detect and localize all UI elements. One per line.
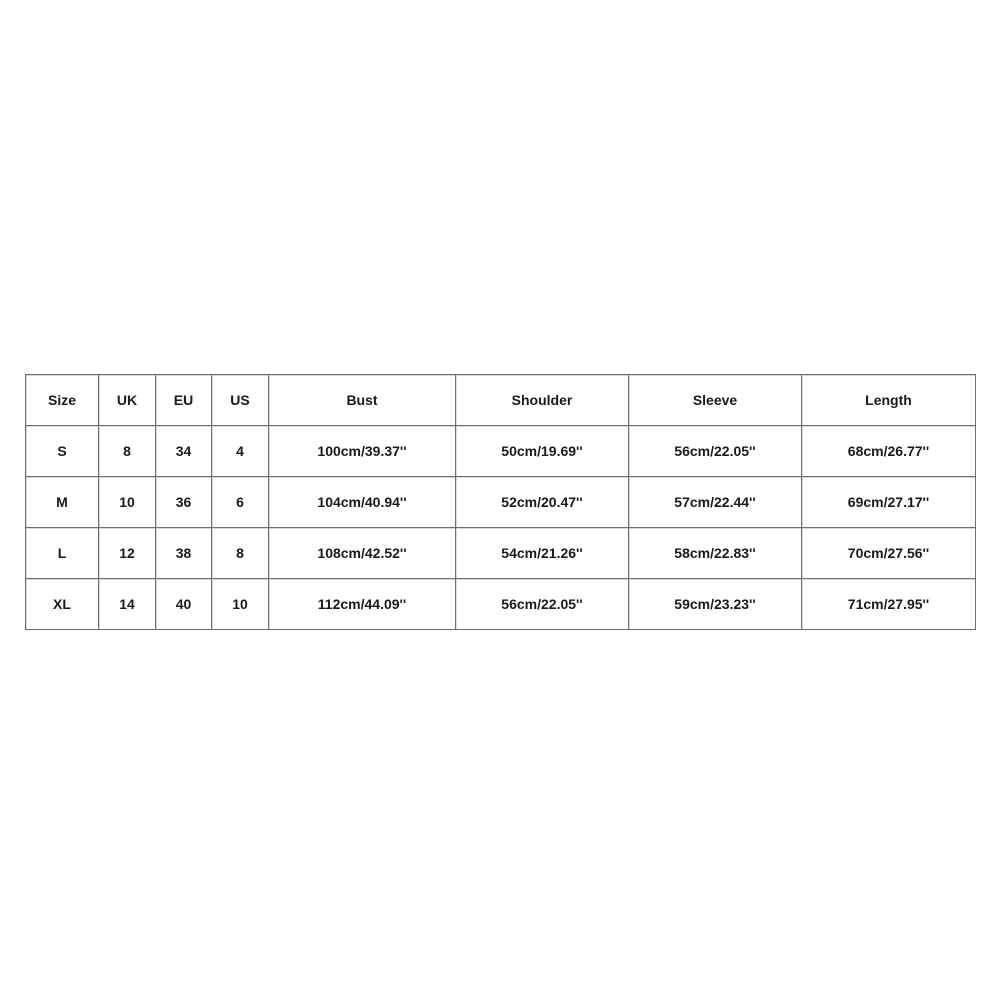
header-uk: UK <box>99 375 156 426</box>
cell-shoulder: 56cm/22.05'' <box>456 579 629 630</box>
cell-uk: 10 <box>99 477 156 528</box>
header-row <box>26 375 976 426</box>
cell-length: 69cm/27.17'' <box>802 477 976 528</box>
header-size: Size <box>26 375 99 426</box>
cell-bust: 100cm/39.37'' <box>269 426 456 477</box>
cell-eu: 40 <box>156 579 212 630</box>
table-row <box>26 426 976 477</box>
cell-sleeve: 58cm/22.83'' <box>629 528 802 579</box>
header-shoulder: Shoulder <box>456 375 629 426</box>
cell-uk: 14 <box>99 579 156 630</box>
table-row <box>26 528 976 579</box>
cell-shoulder: 54cm/21.26'' <box>456 528 629 579</box>
header-us: US <box>212 375 269 426</box>
header-sleeve: Sleeve <box>629 375 802 426</box>
table-row <box>26 579 976 630</box>
table-row <box>26 477 976 528</box>
cell-uk: 8 <box>99 426 156 477</box>
cell-bust: 108cm/42.52'' <box>269 528 456 579</box>
cell-us: 6 <box>212 477 269 528</box>
cell-size: S <box>26 426 99 477</box>
header-eu: EU <box>156 375 212 426</box>
cell-shoulder: 50cm/19.69'' <box>456 426 629 477</box>
cell-eu: 36 <box>156 477 212 528</box>
cell-length: 70cm/27.56'' <box>802 528 976 579</box>
cell-size: L <box>26 528 99 579</box>
cell-length: 71cm/27.95'' <box>802 579 976 630</box>
cell-size: M <box>26 477 99 528</box>
cell-shoulder: 52cm/20.47'' <box>456 477 629 528</box>
header-bust: Bust <box>269 375 456 426</box>
header-length: Length <box>802 375 976 426</box>
cell-sleeve: 56cm/22.05'' <box>629 426 802 477</box>
cell-us: 8 <box>212 528 269 579</box>
cell-size: XL <box>26 579 99 630</box>
cell-uk: 12 <box>99 528 156 579</box>
cell-eu: 38 <box>156 528 212 579</box>
cell-sleeve: 59cm/23.23'' <box>629 579 802 630</box>
cell-sleeve: 57cm/22.44'' <box>629 477 802 528</box>
cell-us: 10 <box>212 579 269 630</box>
cell-bust: 104cm/40.94'' <box>269 477 456 528</box>
cell-length: 68cm/26.77'' <box>802 426 976 477</box>
size-chart-table <box>25 374 976 630</box>
cell-eu: 34 <box>156 426 212 477</box>
cell-bust: 112cm/44.09'' <box>269 579 456 630</box>
cell-us: 4 <box>212 426 269 477</box>
